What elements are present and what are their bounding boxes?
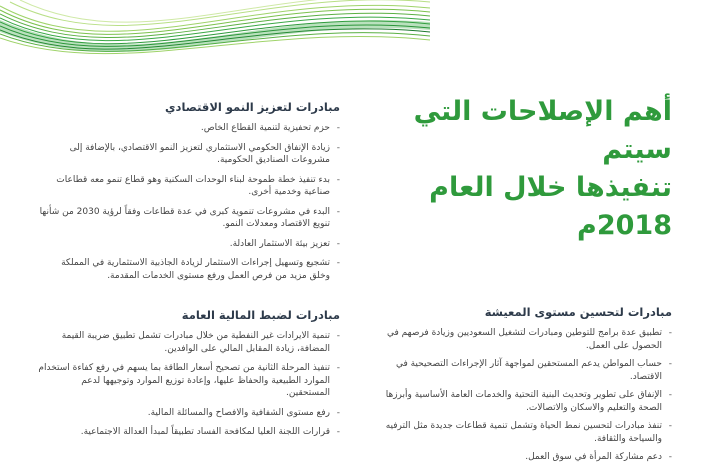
living-standards-heading: مبادرات لتحسين مستوى المعيشة	[484, 305, 672, 319]
list-item: - قرارات اللجنة العليا لمكافحة الفساد تطبيقاً لمبدأ العدالة الاجتماعية.	[38, 426, 340, 439]
list-item: - حساب المواطن يدعم المستحقين لمواجهة آثار الإجراءات التصحيحية في الاقتصاد.	[372, 358, 672, 383]
list-item: - تعزيز بيئة الاستثمار العادلة.	[38, 238, 340, 251]
page-title-line1: أهم الإصلاحات التي سيتم	[413, 96, 672, 165]
public-finance-heading: مبادرات لضبط المالية العامة	[181, 308, 340, 322]
right-column	[372, 93, 672, 470]
decorative-swoosh-graphic	[0, 0, 430, 80]
public-finance-list	[38, 330, 340, 439]
list-item: - تنفذ مبادرات لتحسين نمط الحياة وتشمل تنمية قطاعات جديدة مثل الترفيه والسياحة والثقافة.	[372, 420, 672, 445]
list-item: - تطبيق عدة برامج للتوطين ومبادرات لتشغيل السعوديين وزيادة فرصهم في الحصول على العمل.	[372, 327, 672, 352]
list-item: - تنمية الايرادات غير النفطية من خلال مبادرات تشمل تطبيق ضريبة القيمة المضافة، زيادة المقابل المالي على الوافدين.	[38, 330, 340, 355]
list-item: - البدء في مشروعات تنموية كبرى في عدة قطاعات وفقاً لرؤية 2030 من شأنها تنويع الاقتصاد ومعدلات النمو.	[38, 206, 340, 231]
economic-growth-heading: مبادرات لتعزيز النمو الاقتصادي	[165, 100, 340, 114]
page-title-line2: تنفيذها خلال العام 2018م	[429, 172, 672, 241]
list-item: - حزم تحفيزية لتنمية القطاع الخاص.	[38, 122, 340, 135]
list-item: - الإنفاق على تطوير وتحديث البنية التحتية والخدمات العامة الأساسية وأبرزها الصحة والتعليم والاسكان والاتصالات.	[372, 389, 672, 414]
list-item: - رفع مستوى الشفافية والافصاح والمسائلة المالية.	[38, 407, 340, 420]
page-title	[372, 93, 672, 245]
economic-growth-list	[38, 122, 340, 282]
living-standards-list	[372, 327, 672, 464]
list-item: - بدء تنفيذ خطة طموحة لبناء الوحدات السكنية وهو قطاع تنمو معه قطاعات صناعية وخدمية أخرى.	[38, 174, 340, 199]
list-item: - تشجيع وتسهيل إجراءات الاستثمار لزيادة الجاذبية الاستثمارية في المملكة وخلق مزيد من فرص العمل ورفع مستوى الخدمات المقدمة.	[38, 257, 340, 282]
list-item: - تنفيذ المرحلة الثانية من تصحيح أسعار الطاقة بما يسهم في رفع كفاءة استخدام الموارد الطبيعية والحفاظ عليها، وإعادة توزيع الموارد وتوجيهها لدعم المستحقين.	[38, 362, 340, 400]
list-item: - دعم مشاركة المرأة في سوق العمل.	[372, 451, 672, 464]
list-item: - زيادة الإنفاق الحكومي الاستثماري لتعزيز النمو الاقتصادي، بالإضافة إلى مشروعات الصناديق الحكومية.	[38, 142, 340, 167]
left-column	[38, 100, 340, 446]
